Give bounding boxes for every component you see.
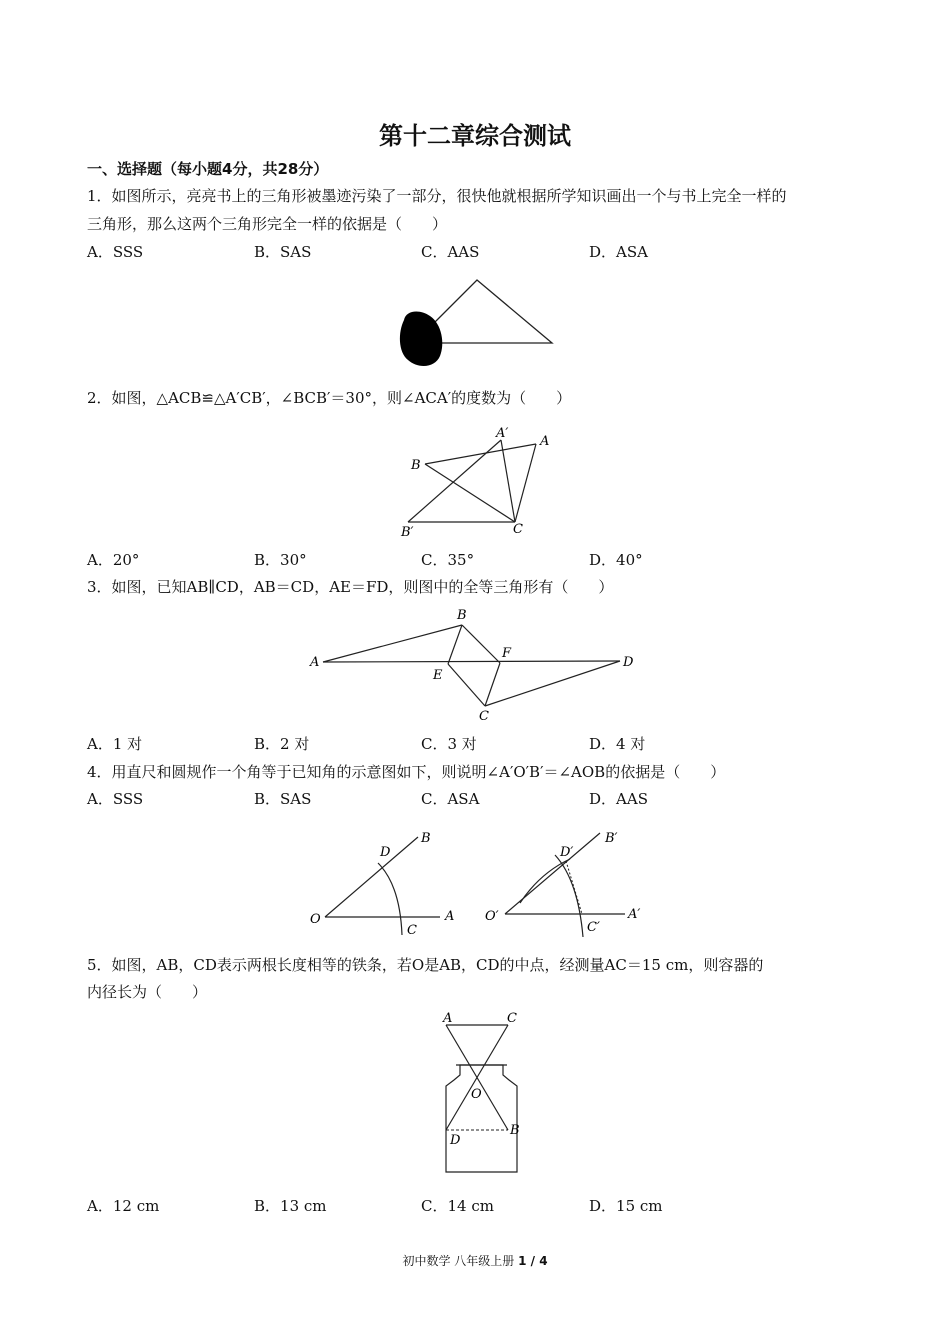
q3-option-a[interactable]: A．1 对 [87,735,143,753]
q1-option-c[interactable]: C．AAS [421,243,480,261]
q2-label-b-prime: B′ [401,525,414,540]
q2-label-a: A [540,434,550,449]
q1-option-a[interactable]: A．SSS [87,243,144,261]
q4-option-b[interactable]: B．SAS [254,790,312,808]
q3-option-c[interactable]: C．3 对 [421,735,477,753]
q4-left-label-c: C [407,923,417,938]
q2-line-1: 2．如图，△ACB≌△A′CB′，∠BCB′＝30°，则∠ACA′的度数为（ ） [87,389,572,407]
q2-label-c: C [513,522,523,537]
q4-left-label-d: D [380,845,391,860]
q4-right-label-a-prime: A′ [628,907,641,922]
q3-label-d: D [623,655,634,670]
q3-line-1: 3．如图，已知AB∥CD，AB＝CD，AE＝FD，则图中的全等三角形有（ ） [87,578,614,596]
q4-right-label-d-prime: D′ [560,845,574,860]
q4-option-a[interactable]: A．SSS [87,790,144,808]
footer-text: 初中数学 八年级上册 [402,1254,515,1268]
q2-option-c[interactable]: C．35° [421,551,475,569]
q2-label-b: B [411,458,421,473]
q4-option-d[interactable]: D．AAS [589,790,648,808]
q4-left-label-b: B [421,831,431,846]
q1-option-b[interactable]: B．SAS [254,243,312,261]
q2-congruent-triangles-figure [395,422,555,542]
page-number: 1 / 4 [518,1254,548,1268]
q5-label-b: B [510,1123,520,1138]
q1-line-1: 1．如图所示，亮亮书上的三角形被墨迹污染了一部分，很快他就根据所学知识画出一个与书上完全一样的 [87,187,787,205]
q5-container-figure [430,1010,530,1180]
q3-option-b[interactable]: B．2 对 [254,735,310,753]
q2-option-b[interactable]: B．30° [254,551,307,569]
q5-option-c[interactable]: C．14 cm [421,1197,494,1215]
q5-label-a: A [443,1011,453,1026]
q3-label-b: B [457,608,467,623]
q1-line-2: 三角形，那么这两个三角形完全一样的依据是（ ） [87,215,448,233]
q4-left-label-o: O [310,912,321,927]
q5-option-b[interactable]: B．13 cm [254,1197,327,1215]
q4-right-label-c-prime: C′ [587,920,600,935]
q4-line-1: 4．用直尺和圆规作一个角等于已知角的示意图如下，则说明∠A′O′B′＝∠AOB的依据是（ ） [87,763,726,781]
q4-left-label-a: A [445,909,455,924]
q3-label-f: F [502,646,512,661]
q3-label-c: C [479,709,489,724]
q5-line-2: 内径长为（ ） [87,983,208,1001]
q2-option-d[interactable]: D．40° [589,551,643,569]
q5-label-c: C [507,1011,517,1026]
q3-label-a: A [310,655,320,670]
q3-label-e: E [433,668,443,683]
q2-option-a[interactable]: A．20° [87,551,140,569]
q4-angle-construction-figure [300,825,660,945]
q4-right-label-b-prime: B′ [605,831,618,846]
q4-option-c[interactable]: C．ASA [421,790,480,808]
q5-line-1: 5．如图，AB，CD表示两根长度相等的铁条，若O是AB，CD的中点，经测量AC＝15 cm，则容器的 [87,956,764,974]
q3-congruent-triangles-figure [305,605,645,725]
q5-label-d: D [450,1133,461,1148]
page-footer [0,1252,950,1269]
q1-ink-triangle-figure [390,272,565,372]
q5-option-d[interactable]: D．15 cm [589,1197,663,1215]
q5-option-a[interactable]: A．12 cm [87,1197,160,1215]
q5-label-o: O [471,1087,482,1102]
q2-label-a-prime: A′ [496,426,509,441]
section-heading: 一、选择题（每小题4分，共28分） [87,160,329,178]
q4-right-label-o-prime: O′ [485,909,499,924]
q3-option-d[interactable]: D．4 对 [589,735,646,753]
q1-option-d[interactable]: D．ASA [589,243,648,261]
page-title: 第十二章综合测试 [379,122,571,150]
